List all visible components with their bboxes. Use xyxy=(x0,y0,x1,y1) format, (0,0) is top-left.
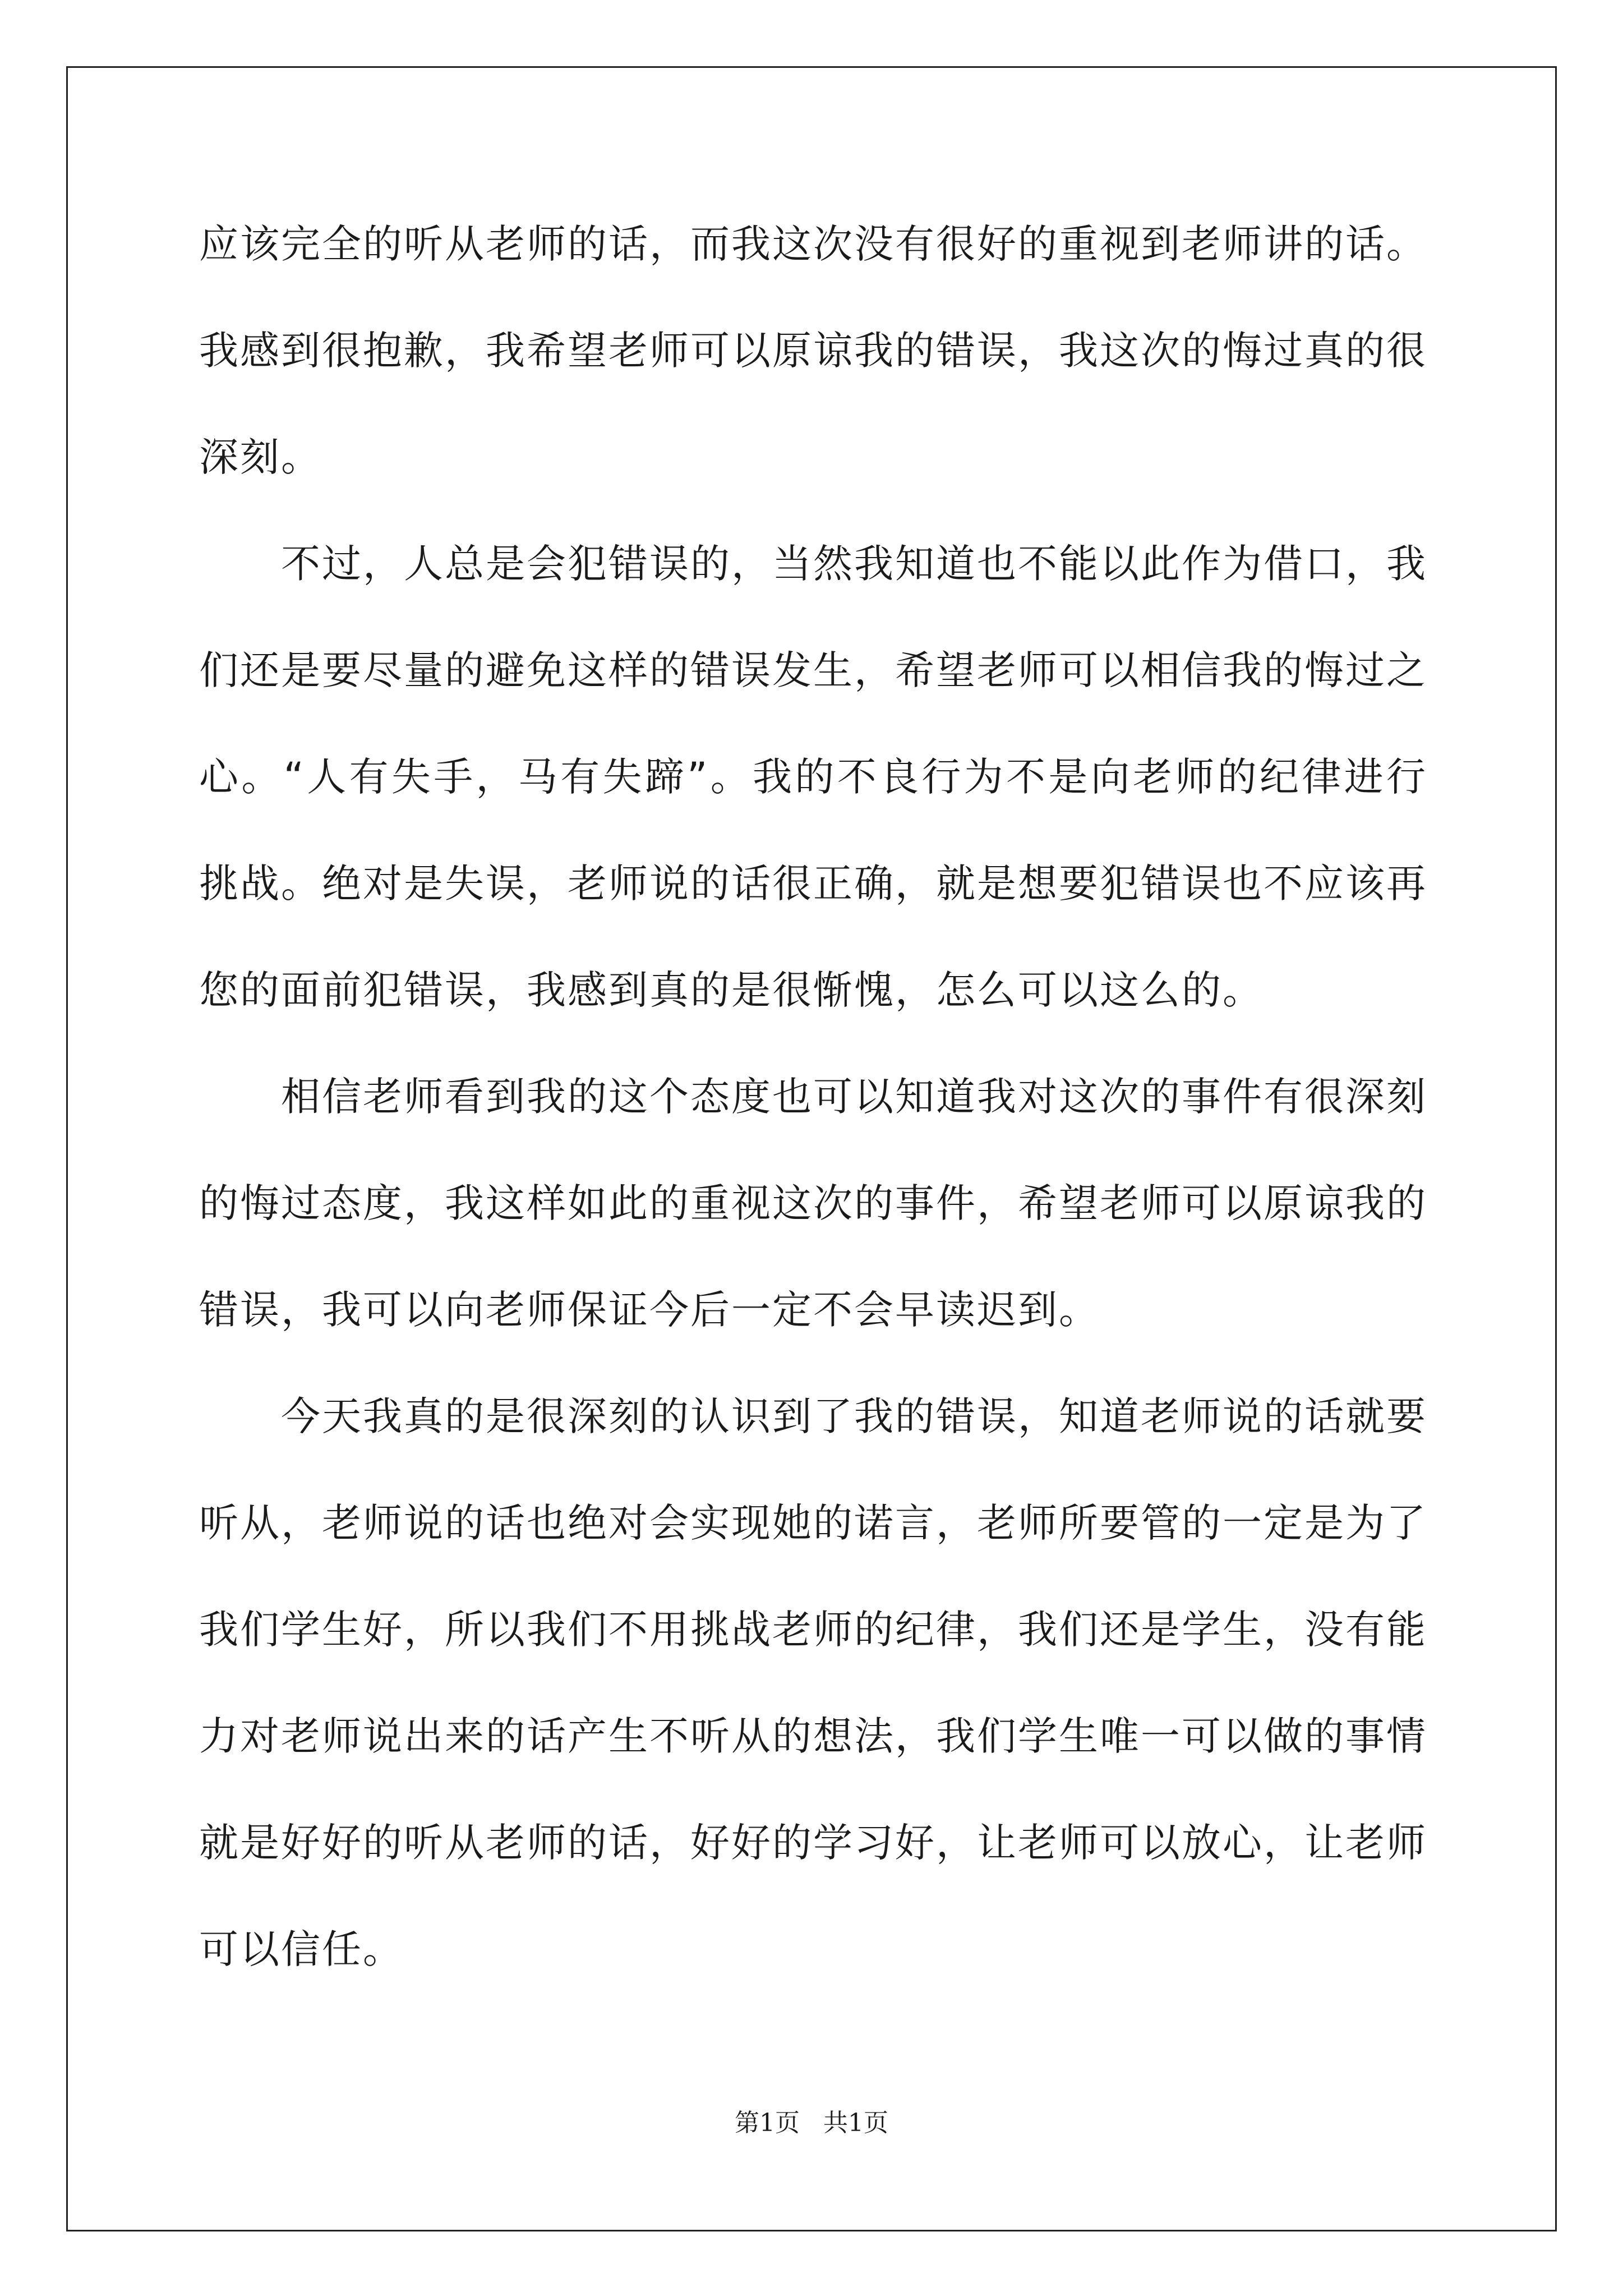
paragraph-3: 相信老师看到我的这个态度也可以知道我对这次的事件有很深刻的悔过态度，我这样如此的重视这次的事件，希望老师可以原谅我的错误，我可以向老师保证今后一定不会早读迟到。 xyxy=(199,1074,1427,1333)
paragraph-2: 不过，人总是会犯错误的，当然我知道也不能以此作为借口，我们还是要尽量的避免这样的错误发生，希望老师可以相信我的悔过之心。“人有失手，马有失蹄”。我的不良行为不是向老师的纪律进行挑战。绝对是失误，老师说的话很正确，就是想要犯错误也不应该再您的面前犯错误，我感到真的是很惭愧，怎么可以这么的。 xyxy=(199,541,1427,1013)
paragraph-4: 今天我真的是很深刻的认识到了我的错误，知道老师说的话就要听从，老师说的话也绝对会实现她的诺言，老师所要管的一定是为了我们学生好，所以我们不用挑战老师的纪律，我们还是学生，没有能力对老师说出来的话产生不听从的想法，我们学生唯一可以做的事情就是好好的听从老师的话，好好的学习好，让老师可以放心，让老师可以信任。 xyxy=(199,1393,1427,1972)
page-number-footer: 第1页 共1页 xyxy=(735,2109,888,2137)
paragraph-1: 应该完全的听从老师的话，而我这次没有很好的重视到老师讲的话。我感到很抱歉，我希望老师可以原谅我的错误，我这次的悔过真的很深刻。 xyxy=(199,221,1427,480)
document-body xyxy=(199,191,1427,2003)
